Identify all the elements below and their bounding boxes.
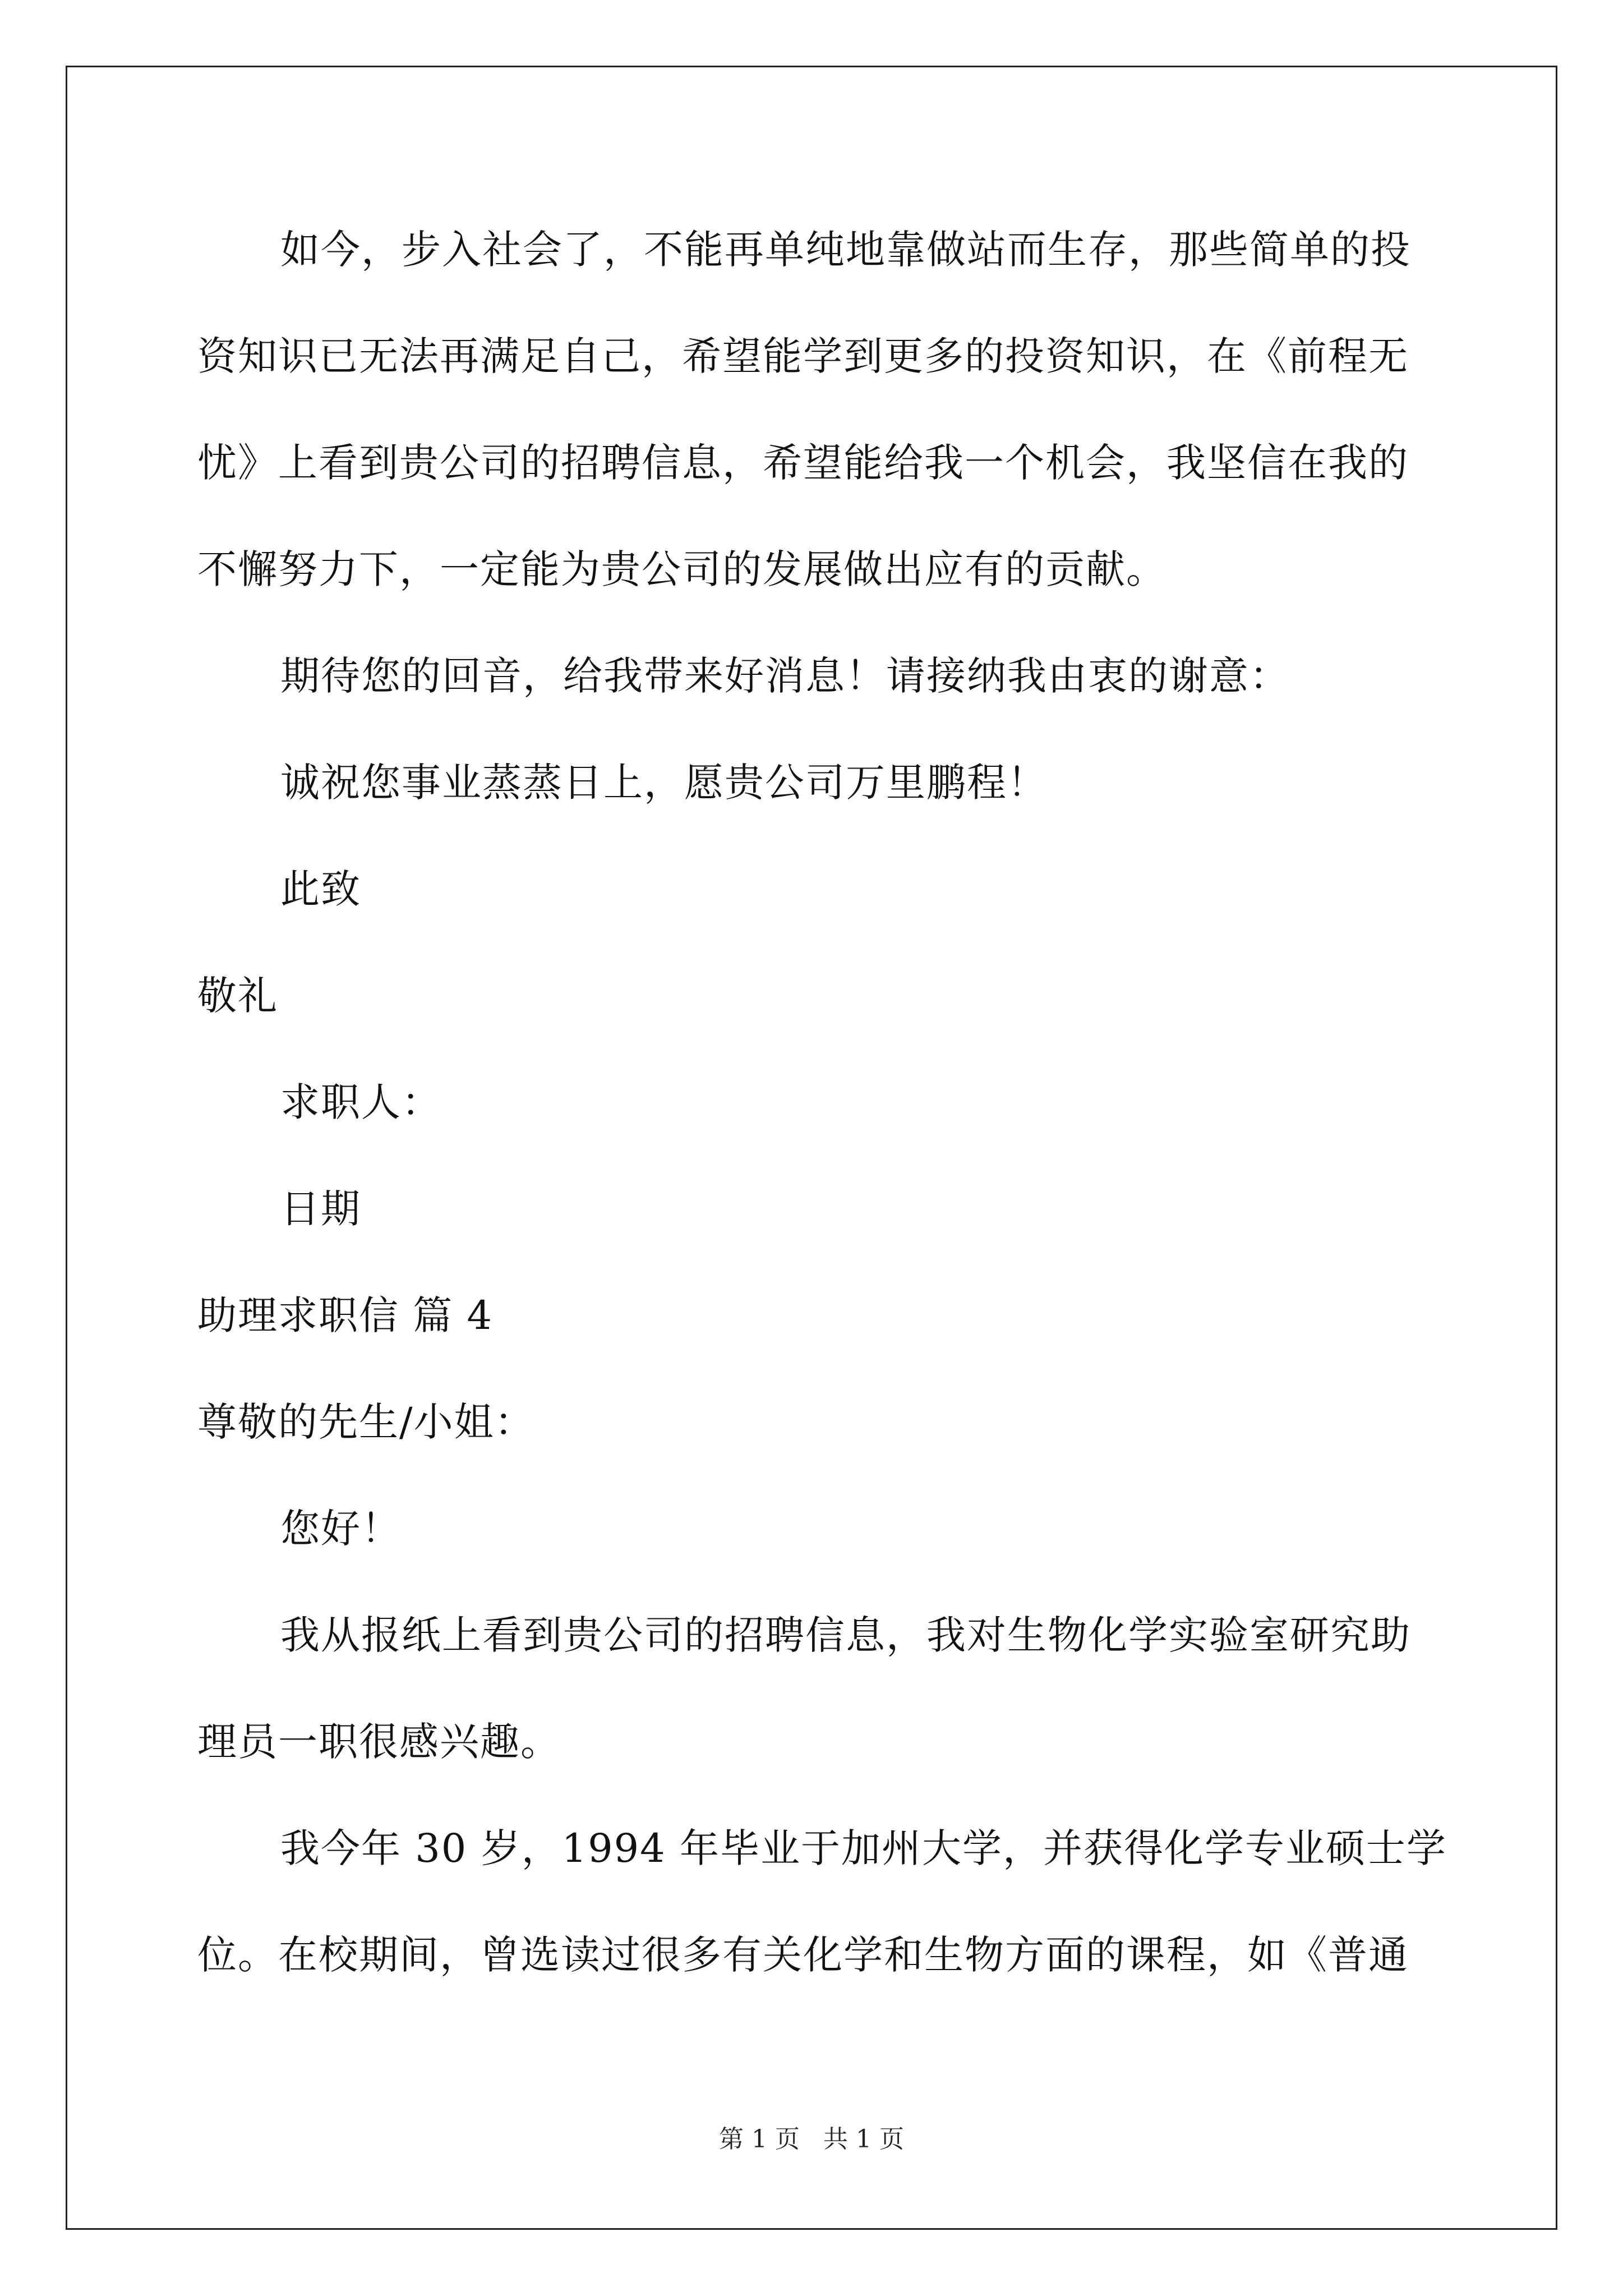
section-heading: 助理求职信 篇 4 — [197, 1292, 494, 1338]
body-text-line: 资知识已无法再满足自己，希望能学到更多的投资知识，在《前程无 — [197, 333, 1409, 379]
greeting-line: 您好！ — [280, 1506, 402, 1552]
salutation-line: 此致 — [280, 866, 361, 912]
body-text-line: 位。在校期间，曾选读过很多有关化学和生物方面的课程，如《普通 — [197, 1932, 1409, 1978]
greeting-line: 尊敬的先生/小姐： — [197, 1399, 535, 1445]
page-border — [66, 66, 1557, 2230]
body-text-line: 理员一职很感兴趣。 — [197, 1719, 561, 1765]
date-line: 日期 — [280, 1186, 361, 1232]
body-text-line: 期待您的回音，给我带来好消息！请接纳我由衷的谢意： — [280, 653, 1290, 699]
body-text-line: 忧》上看到贵公司的招聘信息，希望能给我一个机会，我坚信在我的 — [197, 440, 1409, 486]
body-text-line: 我从报纸上看到贵公司的招聘信息，我对生物化学实验室研究助 — [280, 1612, 1411, 1658]
page-footer: 第 1 页 共 1 页 — [719, 2125, 904, 2154]
signature-line: 求职人： — [280, 1079, 442, 1125]
body-text-line: 不懈努力下，一定能为贵公司的发展做出应有的贡献。 — [197, 546, 1166, 592]
body-text-line: 如今，步入社会了，不能再单纯地靠做站而生存，那些简单的投 — [280, 227, 1411, 273]
body-text-line: 我今年 30 岁，1994 年毕业于加州大学，并获得化学专业硕士学 — [280, 1825, 1447, 1871]
body-text-line: 诚祝您事业蒸蒸日上，愿贵公司万里鹏程！ — [280, 760, 1048, 806]
salutation-line: 敬礼 — [197, 973, 278, 1019]
